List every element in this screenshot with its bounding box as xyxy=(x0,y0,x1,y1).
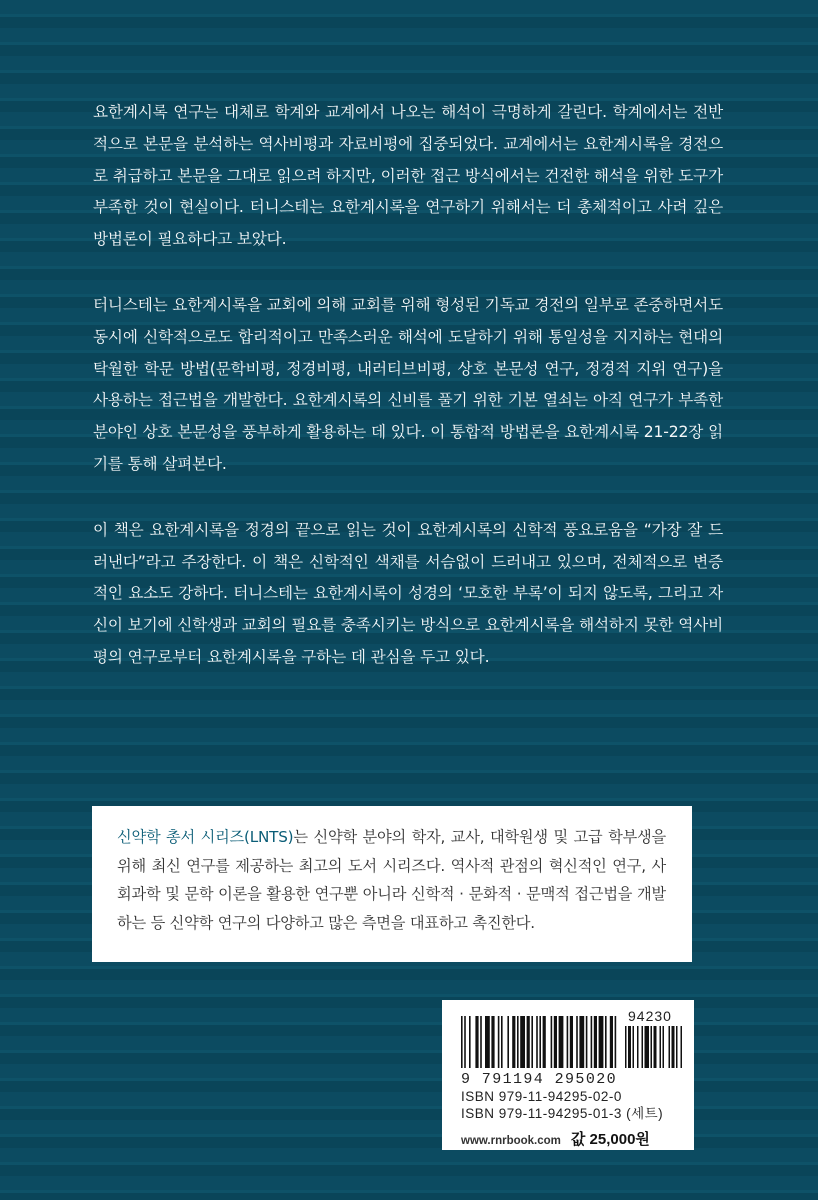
description-paragraph-2: 터니스테는 요한계시록을 교회에 의해 교회를 위해 형성된 기독교 경전의 일부로 존중하면서도 동시에 신학적으로도 합리적이고 만족스러운 해석에 도달하기 위해 통일성을 지지하는 현대의 탁월한 학문 방법(문학비평, 정경비평, 내러티브비평, 상호 본문성 연구, 정경적 지위 연구)을 사용하는 접근법을 개발한다. 요한계시록의 신비를 풀기 위한 기본 열쇠는 아직 연구가 부족한 분야인 상호 본문성을 풍부하게 활용하는 데 있다. 이 통합적 방법론을 요한계시록 21-22장 읽기를 통해 살펴본다. xyxy=(93,295,723,473)
barcode-panel xyxy=(442,1000,694,1150)
addon-number: 94230 xyxy=(628,1008,672,1024)
series-info-box xyxy=(92,806,692,962)
isbn-set-line: ISBN 979-11-94295-01-3 (세트) xyxy=(461,1106,664,1121)
isbn-barcode xyxy=(461,1016,617,1068)
addon-barcode xyxy=(625,1026,695,1068)
series-title: 신약학 총서 시리즈(LNTS) xyxy=(117,828,294,846)
series-description: 는 신약학 분야의 학자, 교사, 대학원생 및 고급 학부생을 위해 최신 연구를 제공하는 최고의 도서 시리즈다. 역사적 관점의 혁신적인 연구, 사회과학 및 문학 이론을 활용한 연구뿐 아니라 신학적 · 문화적 · 문맥적 접근법을 개발하는 등 신약학 연구의 다양하고 많은 측면을 대표하고 촉진한다. xyxy=(117,828,666,932)
barcode-digits: 9 791194 295020 xyxy=(461,1071,618,1088)
description-paragraph-1: 요한계시록 연구는 대체로 학계와 교계에서 나오는 해석이 극명하게 갈린다. 학계에서는 전반적으로 본문을 분석하는 역사비평과 자료비평에 집중되었다. 교계에서는 요한계시록을 경전으로 취급하고 본문을 그대로 읽으려 하지만, 이러한 접근 방식에서는 건전한 해석을 위한 도구가 부족한 것이 현실이다. 터니스테는 요한계시록을 연구하기 위해서는 더 총체적이고 사려 깊은 방법론이 필요하다고 보았다. xyxy=(93,103,723,249)
publisher-website: www.rnrbook.com xyxy=(461,1135,561,1147)
book-description xyxy=(93,97,723,708)
price-label: 값 25,000원 xyxy=(570,1131,650,1148)
isbn-line: ISBN 979-11-94295-02-0 xyxy=(461,1089,622,1104)
corner-mark xyxy=(14,1174,44,1186)
description-paragraph-3: 이 책은 요한계시록을 정경의 끝으로 읽는 것이 요한계시록의 신학적 풍요로움을 “가장 잘 드러낸다”라고 주장한다. 이 책은 신학적인 색채를 서슴없이 드러내고 있으며, 전체적으로 변증적인 요소도 강하다. 터니스테는 요한계시록이 성경의 ‘모호한 부록’이 되지 않도록, 그리고 자신이 보기에 신학생과 교회의 필요를 충족시키는 방식으로 요한계시록을 해석하지 못한 역사비평의 연구로부터 요한계시록을 구하는 데 관심을 두고 있다. xyxy=(93,520,723,666)
